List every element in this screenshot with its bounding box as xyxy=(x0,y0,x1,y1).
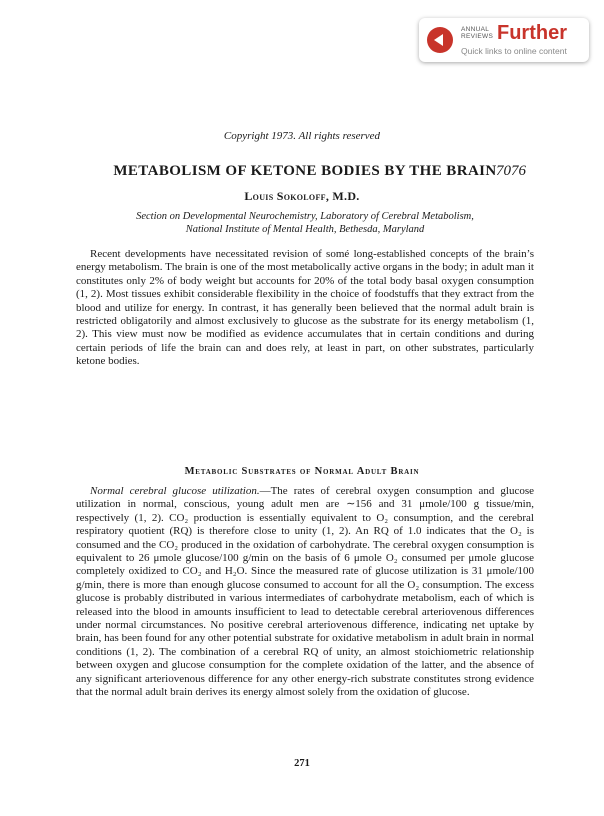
section-body-text: —The rates of cerebral oxygen consumption and glucose utilization in normal, conscious, young adult men are ∼156 and 31 μmole/100 g tissue/min, respectively (1, 2). CO₂ production is essentially equivalent to O₂ consumption, and the cerebral respiratory quotient (RQ) is therefore close to unity (1, 2). An RQ of 1.0 indicates that the O₂ is consumed and the CO₂ produced in the oxidation of carbohydrate. The cerebral oxygen consumption is equivalent to 26 μmole glucose/100 g/min on the basis of 6 μmole O₂ consumed per μmole glucose completely oxidized to CO₂ and H₂O. Since the measured rate of glucose utilization is 31 μmole/100 g/min, there is more than enough glucose consumed to account for all the O₂ consumption. The excess glucose is probably distributed in various intermediates of carbohydrate metabolism, each of which is released into the blood in amounts insufficient to lead to detectable cerebral arteriovenous differences under normal circumstances. No positive cerebral arteriovenous difference, indicating net uptake by brain, has been found for any other potential substrate for oxidative metabolism in adult brain in normal conditions (1, 2). The combination of a cerebral RQ of unity, an almost stoichiometric relationship between oxygen and glucose consumption for the complete oxidation of the latter, and the absence of any significant arteriovenous difference for any other energy-rich substrate constitutes strong evidence that the normal adult brain derives its energy almost solely from the oxidation of glucose. xyxy=(76,485,535,699)
reviews-text: REVIEWS xyxy=(461,33,494,40)
section-runin-heading: Normal cerebral glucose utilization. xyxy=(90,485,260,497)
article-title: METABOLISM OF KETONE BODIES BY THE BRAIN xyxy=(113,163,497,179)
section-paragraph xyxy=(76,485,534,700)
annual-reviews-further-banner[interactable] xyxy=(419,18,589,62)
annual-reviews-label xyxy=(461,26,493,40)
affiliation-line-2: National Institute of Mental Health, Bethesda, Maryland xyxy=(185,224,425,235)
quick-links-text: Quick links to online content xyxy=(461,46,567,56)
author-name: Louis Sokoloff, M.D. xyxy=(244,189,360,203)
annual-text: ANNUAL xyxy=(461,26,490,33)
back-arrow-icon xyxy=(427,27,453,53)
affiliation-line-1: Section on Developmental Neurochemistry, Laboratory of Cerebral Metabolism, xyxy=(136,211,474,222)
further-label: Further xyxy=(497,22,567,44)
copyright-notice: Copyright 1973. All rights reserved xyxy=(223,130,381,142)
article-number: 7076 xyxy=(496,163,526,179)
page-number: 271 xyxy=(294,758,310,769)
section-heading: Metabolic Substrates of Normal Adult Brain xyxy=(184,466,420,477)
intro-paragraph: Recent developments have necessitated revision of somé long-established concepts of the brain’s energy metabolism. The brain is one of the most metabolically active organs in the body; in adult man it constitutes only 2% of body weight but accounts for 20% of the total body basal oxygen consumption (1, 2). Most tissues exhibit considerable flexibility in the choice of foodstuffs that they extract from the blood and utilize for energy. In contrast, it has generally been believed that the normal adult brain is restricted obligatorily and almost exclusively to glucose as the substrate for its energy metabolism (1, 2). This view must now be modified as evidence accumulates that in certain conditions and during certain periods of life the brain can and does rely, at least in part, on other substrates, particularly ketone bodies. xyxy=(76,248,534,368)
